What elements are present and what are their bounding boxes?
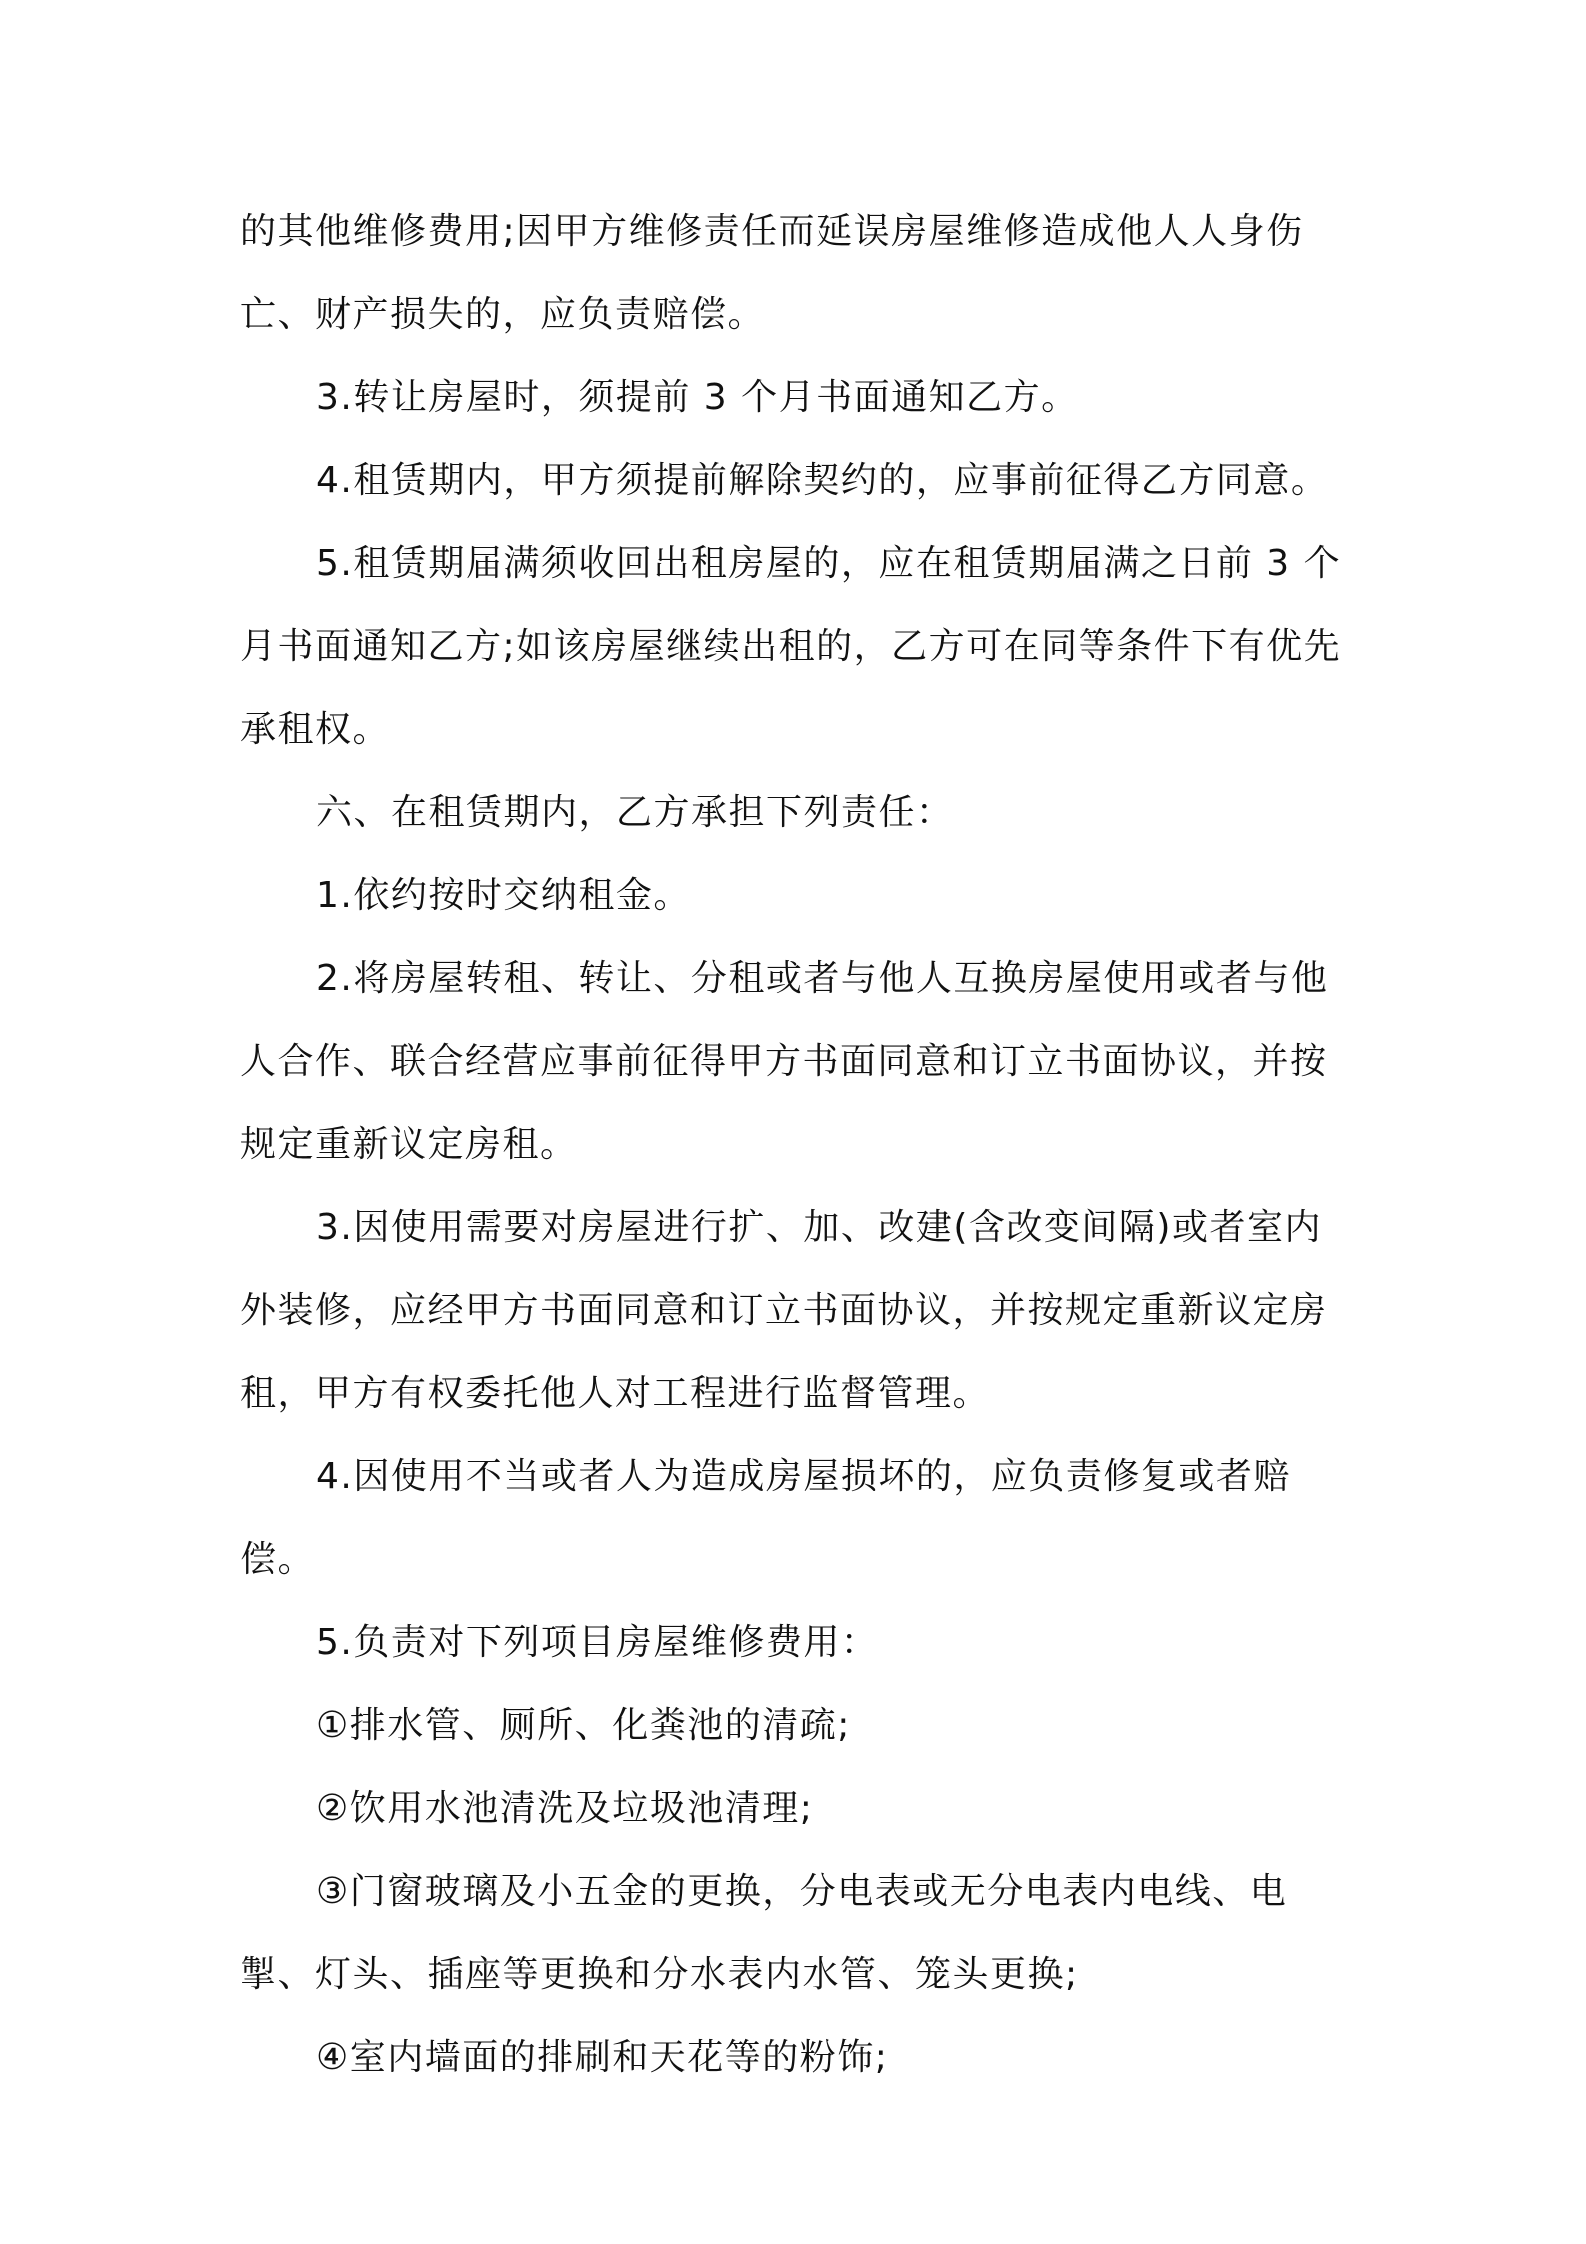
paragraph-renovation: 3.因使用需要对房屋进行扩、加、改建(含改变间隔)或者室内外装修，应经甲方书面同意和订立书面协议，并按规定重新议定房租，甲方有权委托他人对工程进行监督管理。 [240,1207,1328,1414]
section-heading-lessee-duties: 六、在租赁期内，乙方承担下列责任： [316,792,954,833]
paragraph-rent-payment: 1.依约按时交纳租金。 [316,875,691,916]
paragraph-maintenance-costs: 5.负责对下列项目房屋维修费用： [316,1622,879,1663]
list-item-wall-painting: ④室内墙面的排刷和天花等的粉饰; [316,2037,889,2078]
document-body [240,190,1350,2099]
paragraph-transfer-notice: 3.转让房屋时，须提前 3 个月书面通知乙方。 [316,377,1079,418]
list-item-drainage: ①排水管、厕所、化粪池的清疏; [316,1705,851,1746]
paragraph-sublease: 2.将房屋转租、转让、分租或者与他人互换房屋使用或者与他人合作、联合经营应事前征得甲方书面同意和订立书面协议，并按规定重新议定房租。 [240,958,1329,1165]
paragraph-repair-liability-continued: 的其他维修费用;因甲方维修责任而延误房屋维修造成他人人身伤亡、财产损失的，应负责赔偿。 [240,211,1304,335]
paragraph-early-termination: 4.租赁期内，甲方须提前解除契约的，应事前征得乙方同意。 [316,460,1329,501]
paragraph-damage-repair: 4.因使用不当或者人为造成房屋损坏的，应负责修复或者赔偿。 [240,1456,1291,1580]
list-item-fixtures: ③门窗玻璃及小五金的更换，分电表或无分电表内电线、电掣、灯头、插座等更换和分水表内水管、笼头更换; [240,1871,1288,1995]
paragraph-lease-expiry: 5.租赁期届满须收回出租房屋的，应在租赁期届满之日前 3 个月书面通知乙方;如该房屋继续出租的，乙方可在同等条件下有优先承租权。 [240,543,1342,750]
list-item-water-tank: ②饮用水池清洗及垃圾池清理; [316,1788,814,1829]
